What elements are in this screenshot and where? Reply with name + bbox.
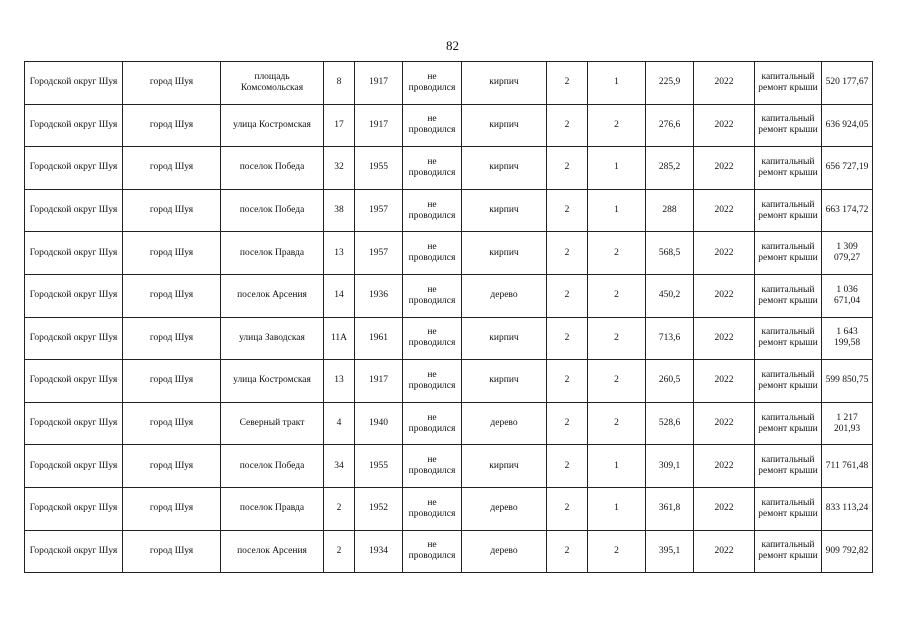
cell-planned-year: 2022 — [694, 232, 755, 275]
cell-planned-year: 2022 — [694, 147, 755, 190]
cell-cost: 599 850,75 — [822, 360, 873, 403]
cell-build-year: 1952 — [355, 487, 403, 530]
table-row — [25, 104, 873, 147]
cell-wall-material: кирпич — [462, 104, 547, 147]
cell-work-type: капитальный ремонт крыши — [755, 232, 822, 275]
cell-house-number: 11А — [324, 317, 355, 360]
cell-street: улица Заводская — [221, 317, 324, 360]
cell-build-year: 1917 — [355, 104, 403, 147]
cell-municipality: Городской округ Шуя — [25, 445, 123, 488]
cell-planned-year: 2022 — [694, 104, 755, 147]
cell-entrances: 2 — [588, 317, 646, 360]
cell-floors: 2 — [547, 147, 588, 190]
cell-house-number: 17 — [324, 104, 355, 147]
cell-last-repair: не проводился — [403, 147, 462, 190]
cell-cost: 711 761,48 — [822, 445, 873, 488]
table-row — [25, 62, 873, 105]
cell-settlement: город Шуя — [123, 360, 221, 403]
cell-house-number: 4 — [324, 402, 355, 445]
cell-wall-material: кирпич — [462, 62, 547, 105]
cell-work-type: капитальный ремонт крыши — [755, 445, 822, 488]
page-number: 82 — [446, 38, 459, 53]
cell-cost: 656 727,19 — [822, 147, 873, 190]
table-row — [25, 402, 873, 445]
cell-cost: 1 643 199,58 — [822, 317, 873, 360]
cell-last-repair: не проводился — [403, 445, 462, 488]
cell-build-year: 1917 — [355, 62, 403, 105]
cell-entrances: 1 — [588, 62, 646, 105]
cell-planned-year: 2022 — [694, 445, 755, 488]
cell-house-number: 32 — [324, 147, 355, 190]
cell-build-year: 1936 — [355, 274, 403, 317]
cell-municipality: Городской округ Шуя — [25, 530, 123, 573]
cell-municipality: Городской округ Шуя — [25, 189, 123, 232]
cell-entrances: 1 — [588, 147, 646, 190]
cell-last-repair: не проводился — [403, 487, 462, 530]
housing-registry-table — [24, 61, 873, 573]
cell-entrances: 1 — [588, 189, 646, 232]
cell-municipality: Городской округ Шуя — [25, 402, 123, 445]
cell-cost: 663 174,72 — [822, 189, 873, 232]
cell-floors: 2 — [547, 62, 588, 105]
cell-area: 225,9 — [646, 62, 694, 105]
cell-wall-material: кирпич — [462, 232, 547, 275]
cell-house-number: 34 — [324, 445, 355, 488]
cell-entrances: 2 — [588, 232, 646, 275]
cell-area: 361,8 — [646, 487, 694, 530]
cell-street: улица Костромская — [221, 360, 324, 403]
cell-street: поселок Арсения — [221, 274, 324, 317]
cell-work-type: капитальный ремонт крыши — [755, 360, 822, 403]
cell-cost: 520 177,67 — [822, 62, 873, 105]
cell-last-repair: не проводился — [403, 189, 462, 232]
cell-settlement: город Шуя — [123, 147, 221, 190]
cell-entrances: 2 — [588, 274, 646, 317]
cell-municipality: Городской округ Шуя — [25, 317, 123, 360]
cell-cost: 1 309 079,27 — [822, 232, 873, 275]
registry-body — [25, 62, 873, 573]
cell-street: поселок Победа — [221, 189, 324, 232]
cell-house-number: 8 — [324, 62, 355, 105]
cell-street: поселок Победа — [221, 147, 324, 190]
cell-last-repair: не проводился — [403, 274, 462, 317]
cell-planned-year: 2022 — [694, 530, 755, 573]
cell-wall-material: кирпич — [462, 360, 547, 403]
cell-planned-year: 2022 — [694, 487, 755, 530]
cell-settlement: город Шуя — [123, 530, 221, 573]
cell-municipality: Городской округ Шуя — [25, 360, 123, 403]
cell-wall-material: дерево — [462, 274, 547, 317]
cell-entrances: 2 — [588, 360, 646, 403]
cell-municipality: Городской округ Шуя — [25, 274, 123, 317]
cell-last-repair: не проводился — [403, 232, 462, 275]
cell-floors: 2 — [547, 445, 588, 488]
cell-house-number: 38 — [324, 189, 355, 232]
cell-cost: 1 217 201,93 — [822, 402, 873, 445]
cell-settlement: город Шуя — [123, 487, 221, 530]
cell-floors: 2 — [547, 189, 588, 232]
cell-work-type: капитальный ремонт крыши — [755, 62, 822, 105]
cell-work-type: капитальный ремонт крыши — [755, 402, 822, 445]
cell-floors: 2 — [547, 317, 588, 360]
cell-last-repair: не проводился — [403, 530, 462, 573]
cell-cost: 909 792,82 — [822, 530, 873, 573]
cell-street: поселок Правда — [221, 232, 324, 275]
cell-wall-material: кирпич — [462, 147, 547, 190]
table-row — [25, 232, 873, 275]
cell-house-number: 13 — [324, 360, 355, 403]
cell-settlement: город Шуя — [123, 317, 221, 360]
cell-wall-material: дерево — [462, 530, 547, 573]
cell-street: поселок Арсения — [221, 530, 324, 573]
cell-planned-year: 2022 — [694, 402, 755, 445]
cell-municipality: Городской округ Шуя — [25, 62, 123, 105]
cell-work-type: капитальный ремонт крыши — [755, 530, 822, 573]
cell-work-type: капитальный ремонт крыши — [755, 189, 822, 232]
cell-area: 450,2 — [646, 274, 694, 317]
cell-last-repair: не проводился — [403, 104, 462, 147]
table-row — [25, 445, 873, 488]
cell-street: улица Костромская — [221, 104, 324, 147]
cell-wall-material: дерево — [462, 487, 547, 530]
cell-area: 285,2 — [646, 147, 694, 190]
cell-settlement: город Шуя — [123, 274, 221, 317]
cell-settlement: город Шуя — [123, 402, 221, 445]
cell-last-repair: не проводился — [403, 317, 462, 360]
cell-work-type: капитальный ремонт крыши — [755, 317, 822, 360]
cell-floors: 2 — [547, 530, 588, 573]
cell-area: 309,1 — [646, 445, 694, 488]
cell-street: поселок Правда — [221, 487, 324, 530]
cell-area: 528,6 — [646, 402, 694, 445]
cell-entrances: 2 — [588, 402, 646, 445]
cell-floors: 2 — [547, 360, 588, 403]
cell-area: 260,5 — [646, 360, 694, 403]
cell-street: Северный тракт — [221, 402, 324, 445]
cell-work-type: капитальный ремонт крыши — [755, 147, 822, 190]
cell-planned-year: 2022 — [694, 317, 755, 360]
cell-house-number: 2 — [324, 487, 355, 530]
cell-planned-year: 2022 — [694, 360, 755, 403]
table-row — [25, 530, 873, 573]
cell-street: поселок Победа — [221, 445, 324, 488]
cell-work-type: капитальный ремонт крыши — [755, 274, 822, 317]
cell-cost: 636 924,05 — [822, 104, 873, 147]
cell-last-repair: не проводился — [403, 402, 462, 445]
cell-house-number: 14 — [324, 274, 355, 317]
cell-municipality: Городской округ Шуя — [25, 232, 123, 275]
cell-floors: 2 — [547, 232, 588, 275]
cell-floors: 2 — [547, 487, 588, 530]
cell-build-year: 1940 — [355, 402, 403, 445]
cell-house-number: 13 — [324, 232, 355, 275]
cell-floors: 2 — [547, 274, 588, 317]
table-row — [25, 317, 873, 360]
cell-street: площадь Комсомольская — [221, 62, 324, 105]
cell-floors: 2 — [547, 402, 588, 445]
cell-wall-material: кирпич — [462, 317, 547, 360]
cell-entrances: 1 — [588, 445, 646, 488]
cell-build-year: 1957 — [355, 189, 403, 232]
cell-municipality: Городской округ Шуя — [25, 147, 123, 190]
cell-settlement: город Шуя — [123, 104, 221, 147]
cell-municipality: Городской округ Шуя — [25, 104, 123, 147]
cell-cost: 833 113,24 — [822, 487, 873, 530]
cell-build-year: 1934 — [355, 530, 403, 573]
cell-planned-year: 2022 — [694, 274, 755, 317]
cell-house-number: 2 — [324, 530, 355, 573]
cell-planned-year: 2022 — [694, 189, 755, 232]
cell-build-year: 1917 — [355, 360, 403, 403]
table-row — [25, 360, 873, 403]
table-row — [25, 189, 873, 232]
cell-planned-year: 2022 — [694, 62, 755, 105]
cell-settlement: город Шуя — [123, 62, 221, 105]
cell-settlement: город Шуя — [123, 189, 221, 232]
cell-municipality: Городской округ Шуя — [25, 487, 123, 530]
cell-build-year: 1961 — [355, 317, 403, 360]
cell-wall-material: кирпич — [462, 189, 547, 232]
cell-area: 713,6 — [646, 317, 694, 360]
cell-build-year: 1955 — [355, 147, 403, 190]
cell-entrances: 2 — [588, 104, 646, 147]
cell-settlement: город Шуя — [123, 232, 221, 275]
cell-build-year: 1957 — [355, 232, 403, 275]
cell-wall-material: дерево — [462, 402, 547, 445]
cell-work-type: капитальный ремонт крыши — [755, 487, 822, 530]
cell-last-repair: не проводился — [403, 360, 462, 403]
table-row — [25, 147, 873, 190]
table-row — [25, 274, 873, 317]
cell-cost: 1 036 671,04 — [822, 274, 873, 317]
cell-settlement: город Шуя — [123, 445, 221, 488]
cell-wall-material: кирпич — [462, 445, 547, 488]
cell-work-type: капитальный ремонт крыши — [755, 104, 822, 147]
cell-area: 568,5 — [646, 232, 694, 275]
cell-area: 395,1 — [646, 530, 694, 573]
cell-last-repair: не проводился — [403, 62, 462, 105]
cell-build-year: 1955 — [355, 445, 403, 488]
cell-floors: 2 — [547, 104, 588, 147]
cell-area: 288 — [646, 189, 694, 232]
cell-entrances: 2 — [588, 530, 646, 573]
cell-entrances: 1 — [588, 487, 646, 530]
table-row — [25, 487, 873, 530]
cell-area: 276,6 — [646, 104, 694, 147]
